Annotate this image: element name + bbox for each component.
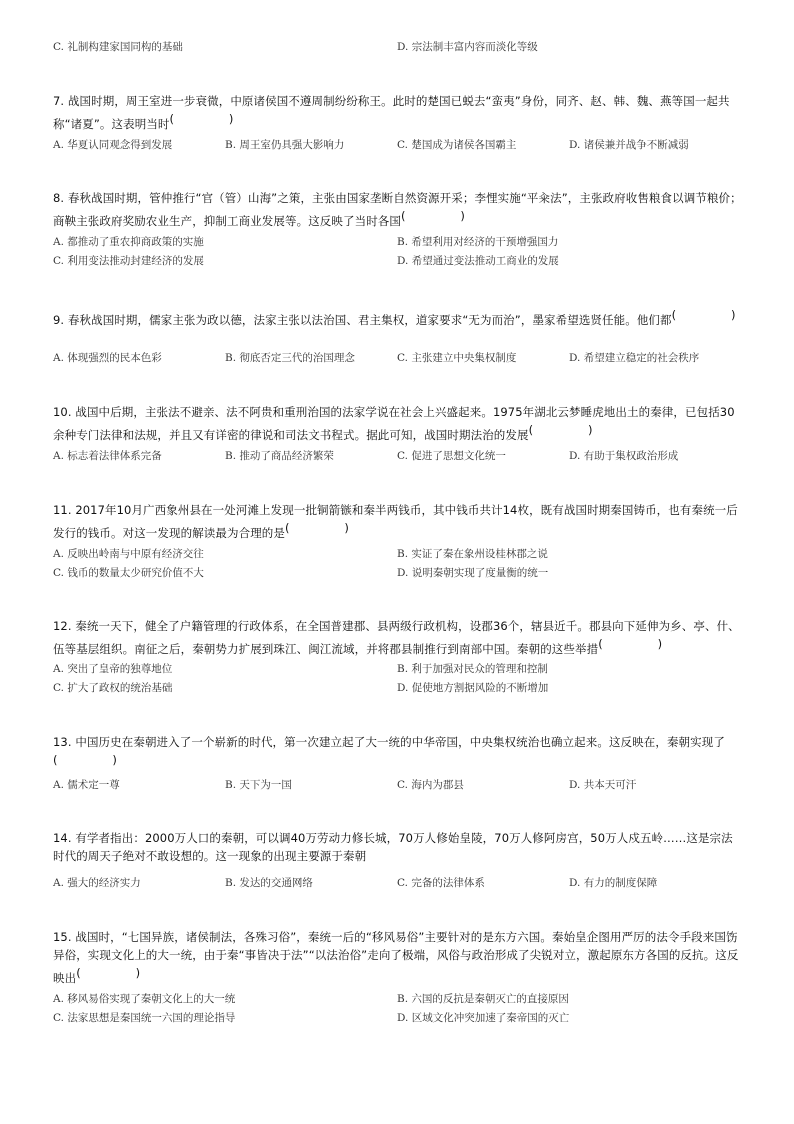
option-d[interactable]: D. 有力的制度保障 [569,877,658,889]
question-8-stem [53,189,743,230]
question-10-stem [53,403,743,444]
question-text: 14. 有学者指出：2000万人口的秦朝，可以调40万劳动力修长城，70万人修始皇陵，70万人修阿房宫，50万人戍五岭……这是宗法时代的周天子绝对不敢设想的。这一现象的出现主要源于秦朝 [53,831,733,863]
option-b[interactable]: B. 实证了秦在象州设桂林郡之说 [397,548,548,560]
question-text: 9. 春秋战国时期，儒家主张为政以德，法家主张以法治国、君主集权，道家要求“无为而治”，墨家希望选贤任能。他们都 [53,313,672,327]
option-d[interactable]: D. 希望建立稳定的社会秩序 [569,352,700,364]
question-15-stem [53,928,743,987]
question-13-stem [53,733,743,774]
answer-blank[interactable] [170,110,234,128]
option-c[interactable]: C. 钱币的数量太少研究价值不大 [53,567,204,579]
option-d: D. 宗法制丰富内容而淡化等级 [397,41,538,53]
question-text: 10. 战国中后期，主张法不避亲、法不阿贵和重刑治国的法家学说在社会上兴盛起来。1975年湖北云梦睡虎地出土的秦律，已包括30余种专门法律和法规，并且又有详密的律说和司法文书程式。据此可知，战国时期法治的发展 [53,405,735,442]
option-d[interactable]: D. 有助于集权政治形成 [569,450,679,462]
question-text: 15. 战国时，“七国异族，诸侯制法，各殊习俗”，秦统一后的“移风易俗”主要针对的是东方六国。秦始皇企图用严厉的法令手段来国饬异俗，实现文化上的大一统，由于秦“事皆决于法”“以法治俗”走向了极端，风俗与政治形成了尖锐对立，激起原东方各国的反抗。这反映出 [53,930,739,985]
question-text: 13. 中国历史在秦朝进入了一个崭新的时代，第一次建立起了大一统的中华帝国，中央集权统治也确立起来。这反映在，秦朝实现了 [53,735,725,749]
option-d[interactable]: D. 区域文化冲突加速了秦帝国的灭亡 [397,1012,570,1024]
option-c[interactable]: C. 主张建立中央集权制度 [397,352,517,364]
answer-blank[interactable] [401,207,465,225]
option-b[interactable]: B. 六国的反抗是秦朝灭亡的直接原因 [397,993,569,1005]
option-b[interactable]: B. 周王室仍具强大影响力 [225,139,345,151]
option-c[interactable]: C. 促进了思想文化统一 [397,450,506,462]
question-text: 8. 春秋战国时期，管仲推行“官（管）山海”之策，主张由国家垄断自然资源开采；李悝实施“平籴法”，主张政府收售粮食以调节粮价；商鞅主张政府奖励农业生产，抑制工商业发展等。这反映了当时各国 [53,191,742,228]
answer-blank[interactable] [285,519,349,537]
option-a[interactable]: A. 强大的经济实力 [53,877,141,889]
option-c[interactable]: C. 完备的法律体系 [397,877,485,889]
option-d[interactable]: D. 希望通过变法推动工商业的发展 [397,255,559,267]
answer-blank[interactable] [672,306,736,324]
option-c[interactable]: C. 利用变法推动封建经济的发展 [53,255,204,267]
question-text: 11. 2017年10月广西象州县在一处河滩上发现一批铜箭镞和秦半两钱币，其中钱币共计14枚，既有战国时期秦国铸币，也有秦统一后发行的钱币。对这一发现的解读最为合理的是 [53,503,738,540]
option-a[interactable]: A. 体现强烈的民本色彩 [53,352,162,364]
option-b[interactable]: B. 希望利用对经济的干预增强国力 [397,236,559,248]
option-d[interactable]: D. 说明秦朝实现了度量衡的统一 [397,567,549,579]
question-14-stem [53,829,743,865]
option-b[interactable]: B. 利于加强对民众的管理和控制 [397,663,548,675]
option-b[interactable]: B. 天下为一国 [225,779,292,791]
option-a[interactable]: A. 移风易俗实现了秦朝文化上的大一统 [53,993,236,1005]
question-7-stem [53,92,743,133]
question-11-stem [53,501,743,542]
option-a[interactable]: A. 华夏认同观念得到发展 [53,139,173,151]
option-c[interactable]: C. 扩大了政权的统治基础 [53,682,173,694]
answer-blank[interactable] [598,635,662,653]
option-d[interactable]: D. 诸侯兼并战争不断减弱 [569,139,689,151]
option-b[interactable]: B. 彻底否定三代的治国理念 [225,352,355,364]
question-text: 7. 战国时期，周王室进一步衰微，中原诸侯国不遵周制纷纷称王。此时的楚国已蜕去“蛮夷”身份，同齐、赵、韩、魏、燕等国一起共称“诸夏”。这表明当时 [53,94,730,131]
option-c[interactable]: C. 法家思想是秦国统一六国的理论指导 [53,1012,236,1024]
option-c[interactable]: C. 海内为郡县 [397,779,464,791]
option-a[interactable]: A. 标志着法律体系完备 [53,450,162,462]
option-d[interactable]: D. 促使地方割据风险的不断增加 [397,682,549,694]
option-b[interactable]: B. 发达的交通网络 [225,877,313,889]
question-12-stem [53,617,743,658]
option-a[interactable]: A. 儒术定一尊 [53,779,120,791]
option-a[interactable]: A. 突出了皇帝的独尊地位 [53,663,173,675]
option-b[interactable]: B. 推动了商品经济繁荣 [225,450,334,462]
option-d[interactable]: D. 共本天可汗 [569,779,637,791]
answer-blank[interactable] [76,964,140,982]
answer-blank[interactable] [529,421,593,439]
question-text: 12. 秦统一天下，健全了户籍管理的行政体系，在全国普建郡、县两级行政机构，设郡36个，辖县近千。郡县向下延伸为乡、亭、什、伍等基层组织。南征之后，秦朝势力扩展到珠江、闽江流域，并将郡县制推行到南部中国。秦朝的这些举措 [53,619,740,656]
option-a[interactable]: A. 反映出岭南与中原有经济交往 [53,548,204,560]
option-c: C. 礼制构建家国同构的基础 [53,41,183,53]
answer-blank[interactable] [53,751,117,769]
question-9-stem [53,306,743,329]
option-c[interactable]: C. 楚国成为诸侯各国霸主 [397,139,517,151]
option-a[interactable]: A. 都推动了重农抑商政策的实施 [53,236,204,248]
